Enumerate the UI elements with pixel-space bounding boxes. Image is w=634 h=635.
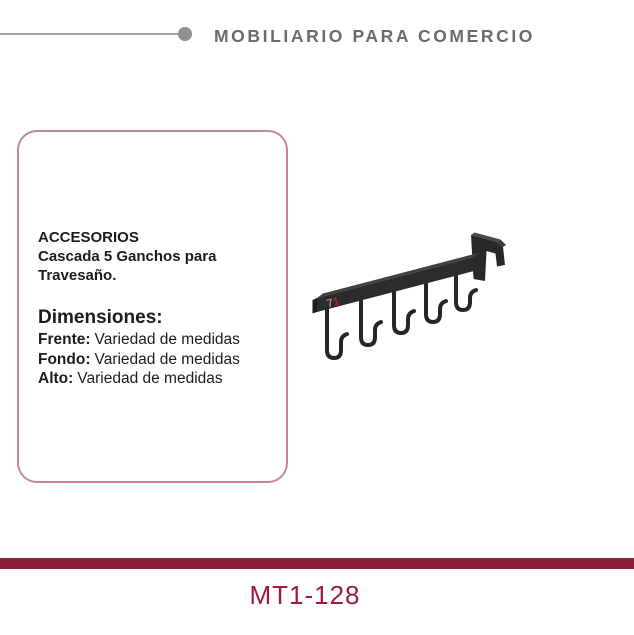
dimension-value: Variedad de medidas — [94, 350, 240, 368]
dimension-value: Variedad de medidas — [94, 331, 240, 348]
product-sku: MT1-128 — [249, 580, 361, 610]
product-info-text — [38, 228, 268, 389]
dimension-value: Variedad de medidas — [77, 370, 223, 387]
brand-logo-red: 1 — [331, 295, 341, 309]
footer-divider-bar — [0, 558, 634, 569]
dimension-row-frente — [38, 330, 268, 350]
dimension-row-alto — [38, 369, 268, 389]
hook-2 — [361, 297, 381, 345]
product-name-line2: Travesaño. — [38, 267, 117, 284]
dimension-label: Alto: — [38, 370, 74, 387]
dimension-label: Frente: — [38, 331, 91, 348]
product-info-card — [17, 130, 288, 483]
hook-5 — [456, 273, 476, 310]
dimensions-heading: Dimensiones: — [38, 307, 163, 328]
mounting-bracket-shape — [471, 233, 506, 282]
product-name-line1: Cascada 5 Ganchos para — [38, 248, 217, 265]
dimension-row-fondo — [38, 350, 268, 370]
page-title: MOBILIARIO PARA COMERCIO — [214, 26, 536, 46]
brand-logo-gray: 7 — [325, 296, 335, 311]
hook-3 — [394, 289, 414, 333]
hook-4 — [426, 281, 446, 322]
header-rule-line — [0, 33, 180, 35]
product-category: ACCESORIOS — [38, 229, 139, 246]
dimension-label: Fondo: — [38, 350, 91, 368]
header-bullet-dot-icon — [178, 27, 192, 41]
product-image — [300, 213, 550, 388]
hook-1 — [327, 306, 347, 358]
